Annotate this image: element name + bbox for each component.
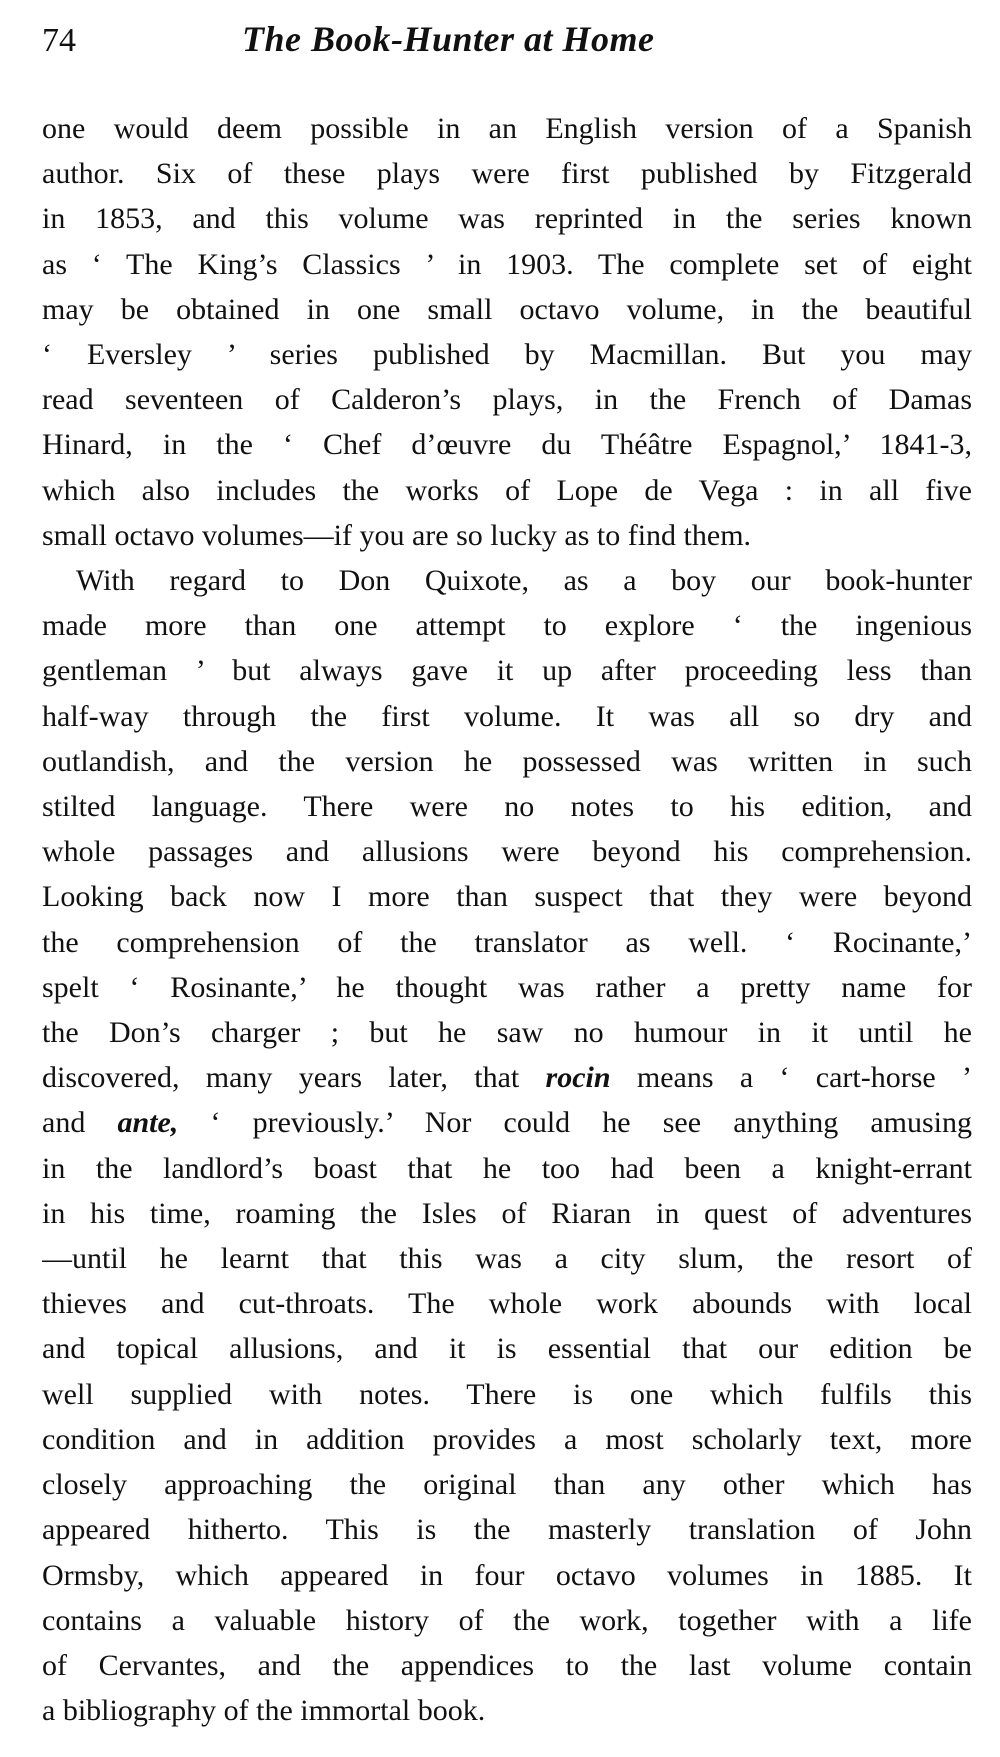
text-line: the Don’s charger ; but he saw no humour in it until he [42, 1016, 972, 1050]
page-header [42, 18, 972, 74]
text-line: a bibliography of the immortal book. [42, 1694, 486, 1728]
text-line: half-way through the first volume. It was all so dry and [42, 699, 972, 733]
text-line: Hinard, in the ‘ Chef d’œuvre du Théâtre Espagnol,’ 1841-3, [42, 428, 972, 462]
text-line: as ‘ The King’s Classics ’ in 1903. The complete set of eight [42, 247, 972, 281]
italic-word-rocin: rocin [545, 1061, 611, 1095]
text-line-ante [42, 1100, 972, 1145]
text-line: small octavo volumes—if you are so lucky as to find them. [42, 518, 752, 552]
text-line: contains a valuable history of the work, together with a life [42, 1603, 972, 1637]
book-page [42, 18, 972, 1733]
text-line: read seventeen of Calderon’s plays, in the French of Damas [42, 383, 972, 417]
text-line: in the landlord’s boast that he too had been a knight-errant [42, 1151, 972, 1185]
text-line: whole passages and allusions were beyond his comprehension. [42, 835, 972, 869]
text-line: thieves and cut-throats. The whole work abounds with local [42, 1287, 972, 1321]
italic-word-ante: ante, [117, 1106, 179, 1140]
text-run: ‘ previously.’ Nor could he see anything amusing [178, 1106, 972, 1140]
text-line: author. Six of these plays were first published by Fitzgerald [42, 157, 972, 191]
text-line: in his time, roaming the Isles of Riaran in quest of adventures [42, 1196, 972, 1230]
text-line: well supplied with notes. There is one which fulfils this [42, 1377, 972, 1411]
text-line: closely approaching the original than any other which has [42, 1468, 972, 1502]
text-run: means a ‘ cart-horse ’ [610, 1061, 972, 1095]
text-line: appeared hitherto. This is the masterly translation of John [42, 1513, 972, 1547]
page-number: 74 [42, 22, 76, 59]
text-line: in 1853, and this volume was reprinted in the series known [42, 202, 972, 236]
paragraph-calderon [42, 106, 972, 558]
text-line: of Cervantes, and the appendices to the last volume contain [42, 1648, 972, 1682]
text-line: and topical allusions, and it is essential that our edition be [42, 1332, 972, 1366]
text-line: With regard to Don Quixote, as a boy our book-hunter [76, 564, 972, 598]
text-line: which also includes the works of Lope de Vega : in all five [42, 473, 972, 507]
text-run: and [42, 1106, 118, 1140]
paragraph-don-quixote [42, 558, 972, 1733]
text-line: —until he learnt that this was a city slum, the resort of [42, 1242, 972, 1276]
text-line: made more than one attempt to explore ‘ the ingenious [42, 609, 972, 643]
text-run: discovered, many years later, that [42, 1061, 546, 1095]
text-line: outlandish, and the version he possessed was written in such [42, 744, 972, 778]
text-line: Ormsby, which appeared in four octavo volumes in 1885. It [42, 1558, 972, 1592]
running-title: The Book-Hunter at Home [242, 19, 655, 59]
text-line: gentleman ’ but always gave it up after proceeding less than [42, 654, 972, 688]
text-line: one would deem possible in an English version of a Spanish [42, 112, 972, 145]
text-line: condition and in addition provides a most scholarly text, more [42, 1422, 972, 1456]
text-line: spelt ‘ Rosinante,’ he thought was rather a pretty name for [42, 970, 972, 1004]
text-line-rocin [42, 1055, 972, 1100]
text-line: may be obtained in one small octavo volume, in the beautiful [42, 292, 972, 326]
text-line: Looking back now I more than suspect that they were beyond [42, 880, 972, 914]
text-line: stilted language. There were no notes to his edition, and [42, 790, 972, 824]
text-line: ‘ Eversley ’ series published by Macmillan. But you may [42, 338, 972, 372]
text-line: the comprehension of the translator as well. ‘ Rocinante,’ [42, 925, 972, 959]
